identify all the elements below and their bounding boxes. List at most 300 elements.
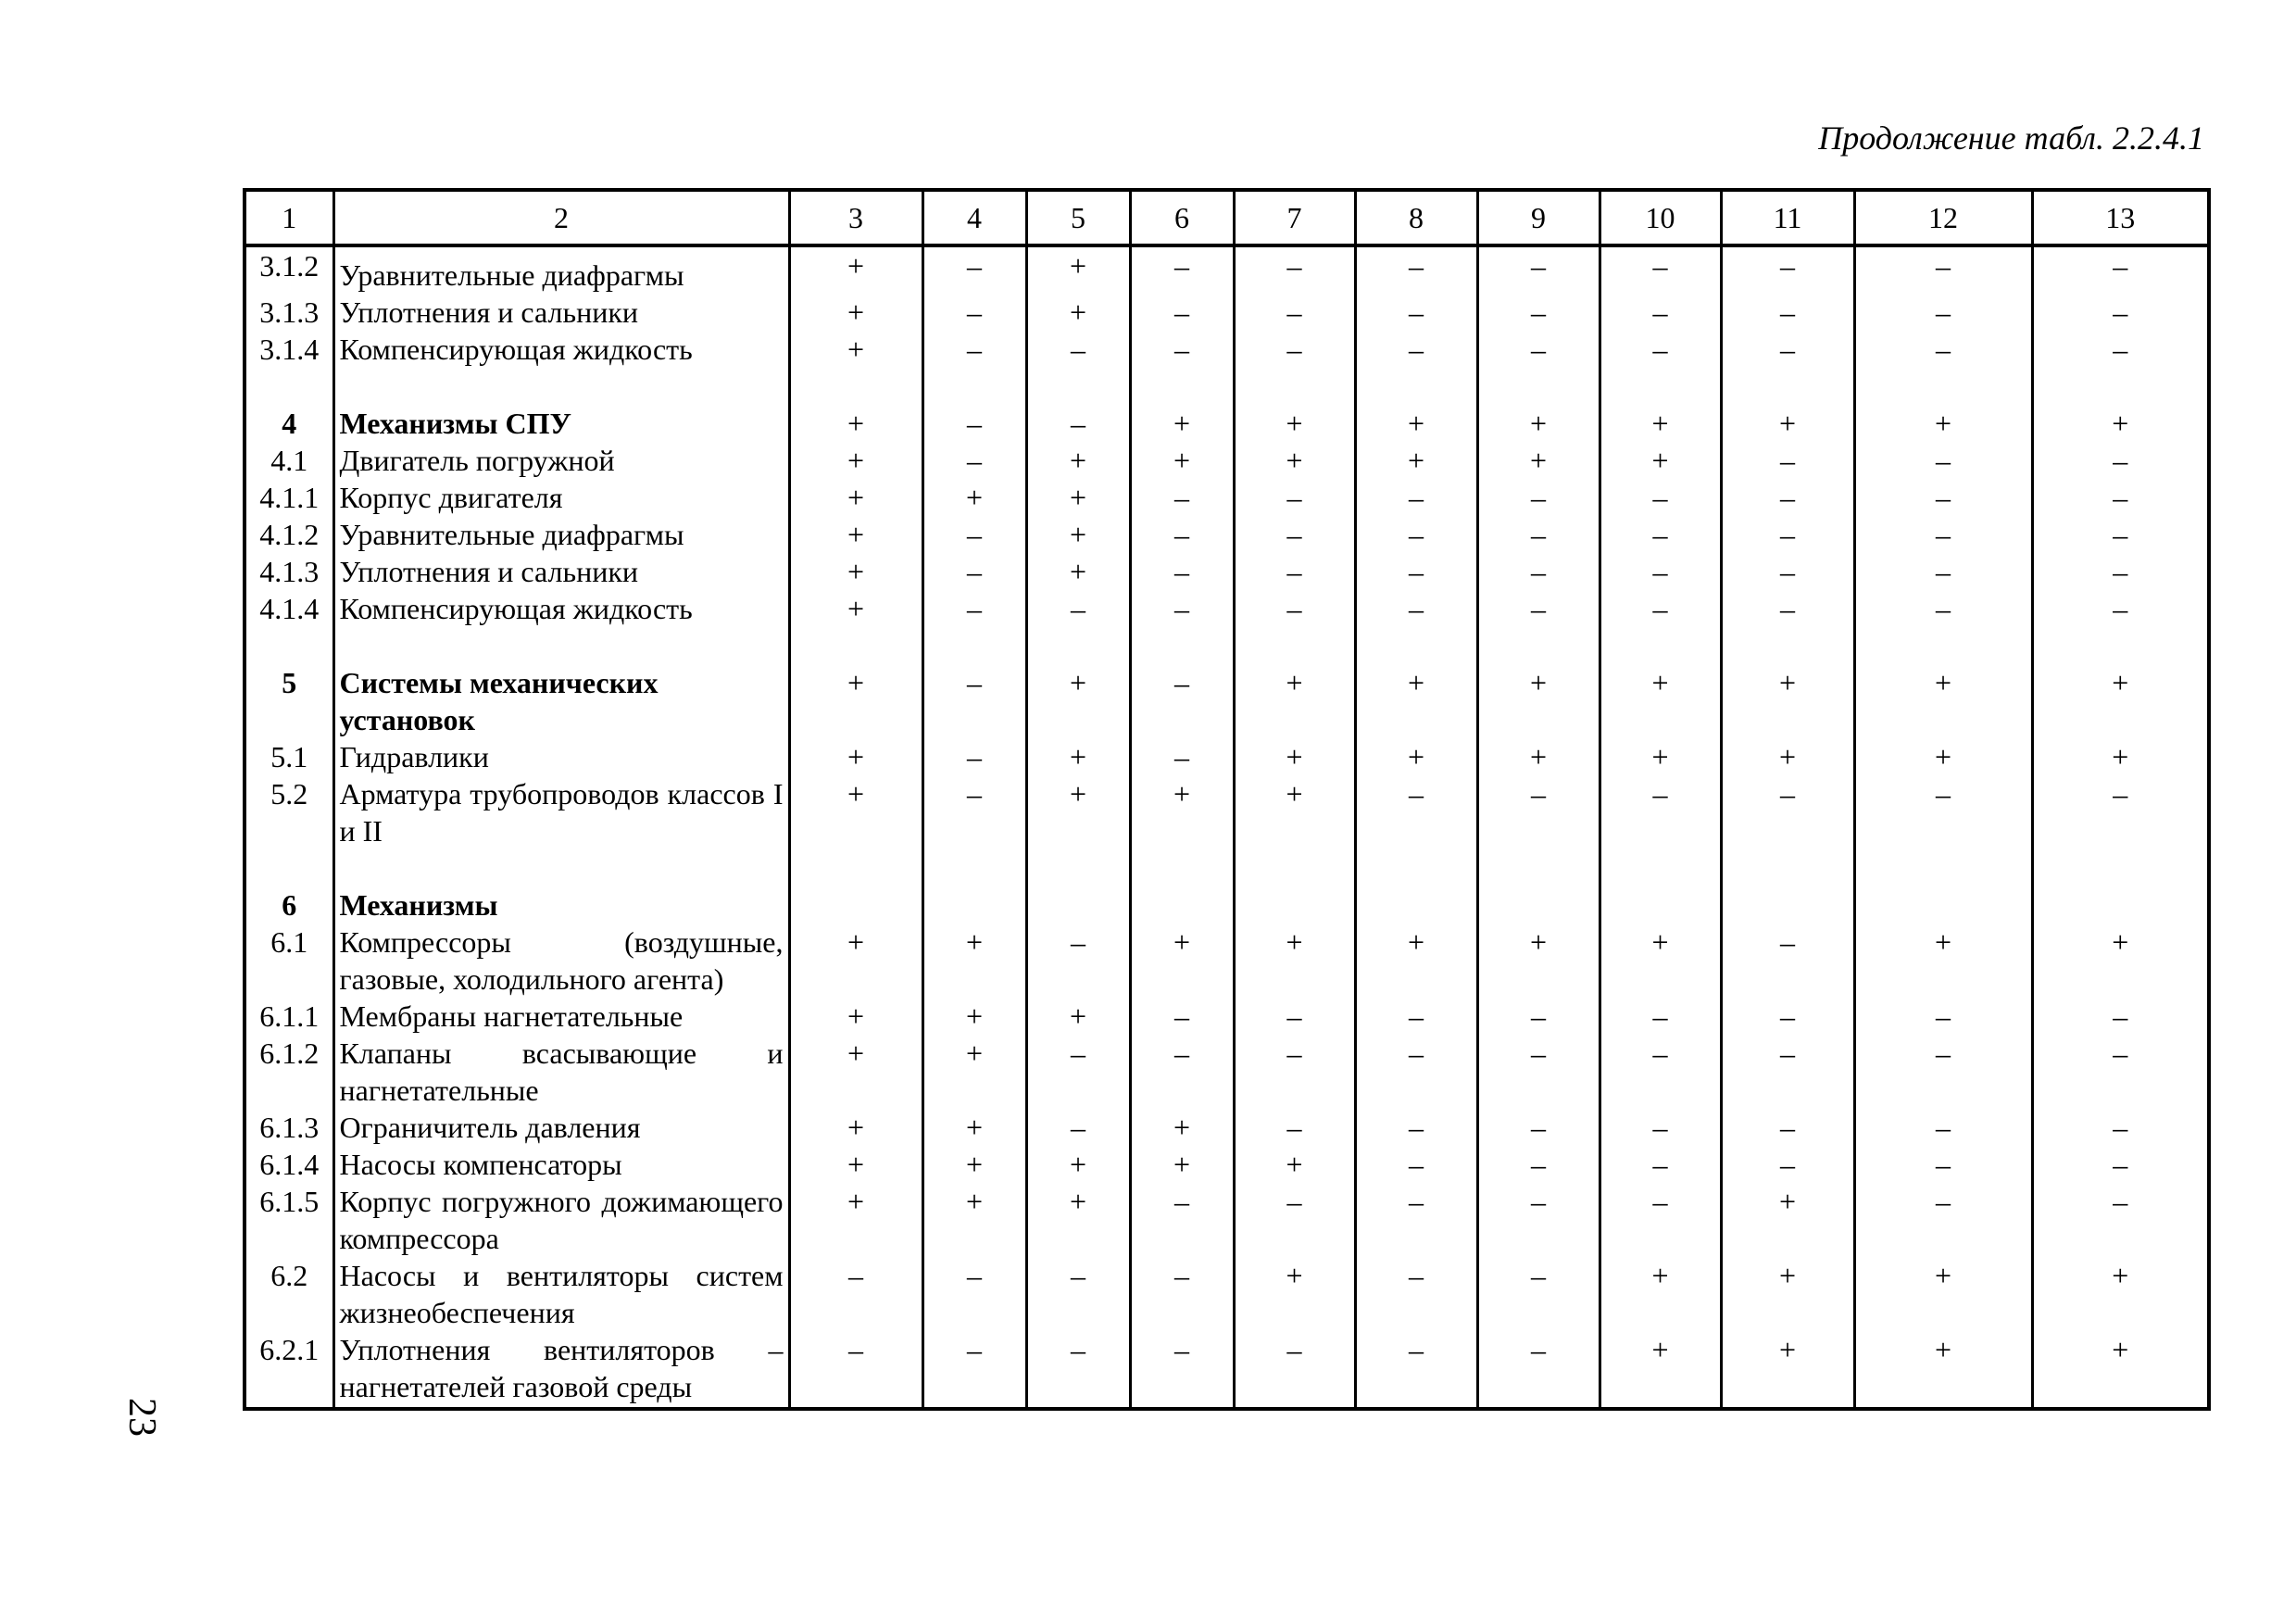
mark-cell: – <box>1600 1035 1721 1109</box>
mark-cell: + <box>1355 442 1477 479</box>
header-col-3: 3 <box>789 190 922 245</box>
mark-cell: – <box>922 442 1026 479</box>
mark-cell: + <box>789 664 922 738</box>
row-name: Насосы компенсаторы <box>333 1146 789 1183</box>
mark-cell: + <box>1854 1257 2032 1331</box>
mark-cell: + <box>1026 998 1130 1035</box>
mark-cell: – <box>1234 590 1355 627</box>
mark-cell: + <box>1234 775 1355 849</box>
mark-cell: – <box>1600 590 1721 627</box>
mark-cell: + <box>1234 1257 1355 1331</box>
table-header <box>245 190 2209 245</box>
row-number: 5.2 <box>245 775 333 849</box>
mark-cell: + <box>1026 664 1130 738</box>
header-col-2: 2 <box>333 190 789 245</box>
mark-cell: – <box>1234 553 1355 590</box>
table-row <box>245 1183 2209 1257</box>
mark-cell: – <box>1477 245 1600 294</box>
mark-cell: + <box>1854 405 2032 442</box>
mark-cell: + <box>1026 294 1130 331</box>
mark-cell: + <box>1026 1183 1130 1257</box>
spacer-cell <box>333 368 789 405</box>
row-name: Насосы и вентиляторы систем жизнеобеспечения <box>333 1257 789 1331</box>
mark-cell: – <box>2032 998 2209 1035</box>
mark-cell: + <box>1130 1146 1234 1183</box>
row-number: 5.1 <box>245 738 333 775</box>
mark-cell: – <box>1234 294 1355 331</box>
mark-cell: – <box>1600 294 1721 331</box>
table-row <box>245 924 2209 998</box>
mark-cell: – <box>1130 294 1234 331</box>
table-continuation-caption: Продолжение табл. 2.2.4.1 <box>1818 119 2204 157</box>
mark-cell: + <box>922 1183 1026 1257</box>
mark-cell: – <box>1234 998 1355 1035</box>
mark-cell: – <box>1130 738 1234 775</box>
mark-cell <box>2032 886 2209 924</box>
spacer-cell <box>1721 627 1854 664</box>
header-col-6: 6 <box>1130 190 1234 245</box>
row-number: 4.1.2 <box>245 516 333 553</box>
mark-cell: – <box>922 590 1026 627</box>
mark-cell: – <box>1234 1331 1355 1409</box>
mark-cell: – <box>922 1257 1026 1331</box>
mark-cell: – <box>1477 479 1600 516</box>
mark-cell: – <box>2032 331 2209 368</box>
mark-cell: – <box>2032 479 2209 516</box>
mark-cell: + <box>1721 405 1854 442</box>
spacer-cell <box>1854 849 2032 886</box>
requirements-table <box>243 188 2211 1411</box>
table-row <box>245 331 2209 368</box>
header-col-12: 12 <box>1854 190 2032 245</box>
table-row <box>245 1146 2209 1183</box>
mark-cell: – <box>1854 1146 2032 1183</box>
mark-cell: – <box>1600 775 1721 849</box>
mark-cell <box>922 886 1026 924</box>
header-col-4: 4 <box>922 190 1026 245</box>
spacer-cell <box>789 627 922 664</box>
mark-cell: – <box>922 245 1026 294</box>
mark-cell: + <box>1600 1331 1721 1409</box>
mark-cell: – <box>1721 998 1854 1035</box>
mark-cell: – <box>1854 998 2032 1035</box>
mark-cell: – <box>1600 553 1721 590</box>
mark-cell: + <box>1234 924 1355 998</box>
mark-cell: – <box>1477 331 1600 368</box>
spacer-cell <box>245 849 333 886</box>
spacer-cell <box>1234 368 1355 405</box>
mark-cell: + <box>1600 405 1721 442</box>
mark-cell: + <box>789 998 922 1035</box>
mark-cell: + <box>922 1035 1026 1109</box>
mark-cell: – <box>1130 479 1234 516</box>
spacer-cell <box>1477 368 1600 405</box>
mark-cell: – <box>1854 1183 2032 1257</box>
row-name: Уплотнения и сальники <box>333 553 789 590</box>
mark-cell: – <box>1026 331 1130 368</box>
mark-cell: + <box>1854 1331 2032 1409</box>
mark-cell: + <box>1600 1257 1721 1331</box>
mark-cell: – <box>1721 331 1854 368</box>
mark-cell: – <box>1355 590 1477 627</box>
mark-cell: + <box>1130 1109 1234 1146</box>
table-row <box>245 886 2209 924</box>
mark-cell: + <box>1026 479 1130 516</box>
mark-cell: – <box>2032 245 2209 294</box>
mark-cell: + <box>1130 924 1234 998</box>
row-number: 6.1.3 <box>245 1109 333 1146</box>
spacer-cell <box>1854 368 2032 405</box>
mark-cell: – <box>1600 245 1721 294</box>
mark-cell: – <box>1477 294 1600 331</box>
mark-cell: – <box>1130 245 1234 294</box>
table-row <box>245 245 2209 294</box>
mark-cell: – <box>1721 294 1854 331</box>
mark-cell: – <box>2032 1109 2209 1146</box>
mark-cell: – <box>1854 516 2032 553</box>
header-col-5: 5 <box>1026 190 1130 245</box>
mark-cell: – <box>1600 331 1721 368</box>
mark-cell: – <box>922 738 1026 775</box>
row-number: 5 <box>245 664 333 738</box>
row-name: Уравнительные диафрагмы <box>333 245 789 294</box>
row-number: 4.1.3 <box>245 553 333 590</box>
spacer-cell <box>1721 849 1854 886</box>
table-row <box>245 1331 2209 1409</box>
mark-cell: – <box>1600 1183 1721 1257</box>
mark-cell: + <box>789 738 922 775</box>
spacer-cell <box>1355 627 1477 664</box>
spacer-cell <box>1600 368 1721 405</box>
row-number: 6.1.4 <box>245 1146 333 1183</box>
row-name: Системы механических установок <box>333 664 789 738</box>
mark-cell: – <box>1854 479 2032 516</box>
mark-cell: + <box>1130 775 1234 849</box>
mark-cell: – <box>922 1331 1026 1409</box>
mark-cell: + <box>789 442 922 479</box>
row-number: 4.1.1 <box>245 479 333 516</box>
mark-cell: – <box>1477 1183 1600 1257</box>
mark-cell: + <box>1234 738 1355 775</box>
mark-cell: – <box>922 664 1026 738</box>
mark-cell: – <box>1721 479 1854 516</box>
mark-cell <box>1130 886 1234 924</box>
mark-cell: – <box>1026 1109 1130 1146</box>
table-row <box>245 664 2209 738</box>
table-row <box>245 738 2209 775</box>
header-col-10: 10 <box>1600 190 1721 245</box>
row-number: 4 <box>245 405 333 442</box>
mark-cell: – <box>1854 590 2032 627</box>
row-name: Мембраны нагнетательные <box>333 998 789 1035</box>
mark-cell: – <box>1355 775 1477 849</box>
spacer-cell <box>333 627 789 664</box>
mark-cell: + <box>1130 405 1234 442</box>
mark-cell: – <box>1130 516 1234 553</box>
mark-cell: – <box>1026 1257 1130 1331</box>
mark-cell: + <box>1026 516 1130 553</box>
mark-cell: + <box>1355 924 1477 998</box>
spacer-cell <box>245 368 333 405</box>
mark-cell: – <box>1854 331 2032 368</box>
mark-cell: – <box>1026 1035 1130 1109</box>
mark-cell: – <box>1130 1257 1234 1331</box>
header-row <box>245 190 2209 245</box>
mark-cell: – <box>1721 245 1854 294</box>
table-row <box>245 1035 2209 1109</box>
table-body <box>245 245 2209 1409</box>
mark-cell: + <box>922 924 1026 998</box>
mark-cell: + <box>1026 738 1130 775</box>
mark-cell: – <box>1130 998 1234 1035</box>
mark-cell: – <box>1355 1257 1477 1331</box>
mark-cell: – <box>922 553 1026 590</box>
mark-cell: + <box>922 1146 1026 1183</box>
spacer-row <box>245 849 2209 886</box>
header-col-7: 7 <box>1234 190 1355 245</box>
mark-cell: – <box>1600 479 1721 516</box>
mark-cell: – <box>1355 245 1477 294</box>
mark-cell: – <box>1355 1331 1477 1409</box>
row-number: 3.1.4 <box>245 331 333 368</box>
spacer-cell <box>1600 627 1721 664</box>
spacer-cell <box>1130 368 1234 405</box>
row-number: 3.1.3 <box>245 294 333 331</box>
mark-cell: + <box>789 775 922 849</box>
mark-cell <box>1477 886 1600 924</box>
mark-cell: – <box>1600 998 1721 1035</box>
mark-cell: + <box>1355 738 1477 775</box>
spacer-row <box>245 368 2209 405</box>
mark-cell <box>1854 886 2032 924</box>
mark-cell: – <box>1600 1146 1721 1183</box>
mark-cell: – <box>1854 1109 2032 1146</box>
mark-cell: + <box>1026 245 1130 294</box>
mark-cell: – <box>1130 1035 1234 1109</box>
mark-cell: – <box>1355 294 1477 331</box>
mark-cell: – <box>1026 1331 1130 1409</box>
row-name: Корпус погружного дожимающего компрессора <box>333 1183 789 1257</box>
mark-cell: – <box>1234 245 1355 294</box>
table-row <box>245 479 2209 516</box>
mark-cell: – <box>1477 1257 1600 1331</box>
row-name: Гидравлики <box>333 738 789 775</box>
mark-cell: – <box>789 1331 922 1409</box>
spacer-cell <box>922 849 1026 886</box>
mark-cell: + <box>1026 442 1130 479</box>
mark-cell: + <box>1234 664 1355 738</box>
row-number: 6.1.1 <box>245 998 333 1035</box>
mark-cell: – <box>922 405 1026 442</box>
mark-cell: – <box>1355 479 1477 516</box>
mark-cell: + <box>2032 924 2209 998</box>
mark-cell: – <box>1477 516 1600 553</box>
mark-cell: + <box>789 405 922 442</box>
mark-cell: – <box>1026 405 1130 442</box>
mark-cell: + <box>2032 1331 2209 1409</box>
table-row <box>245 1257 2209 1331</box>
header-col-13: 13 <box>2032 190 2209 245</box>
row-number: 4.1.4 <box>245 590 333 627</box>
mark-cell: + <box>2032 1257 2209 1331</box>
row-name: Арматура трубопроводов классов I и II <box>333 775 789 849</box>
mark-cell: – <box>2032 1146 2209 1183</box>
mark-cell: – <box>1026 590 1130 627</box>
row-number: 6.2.1 <box>245 1331 333 1409</box>
spacer-cell <box>245 627 333 664</box>
mark-cell: – <box>1355 1109 1477 1146</box>
row-name: Ограничитель давления <box>333 1109 789 1146</box>
mark-cell: – <box>922 775 1026 849</box>
mark-cell: + <box>1234 442 1355 479</box>
mark-cell: – <box>1721 1109 1854 1146</box>
mark-cell: + <box>789 1035 922 1109</box>
mark-cell: – <box>2032 553 2209 590</box>
spacer-cell <box>2032 368 2209 405</box>
mark-cell: – <box>1130 1331 1234 1409</box>
mark-cell: + <box>789 516 922 553</box>
spacer-cell <box>1130 627 1234 664</box>
mark-cell: – <box>1355 331 1477 368</box>
mark-cell: – <box>2032 294 2209 331</box>
mark-cell: – <box>1234 1109 1355 1146</box>
row-number: 6.1 <box>245 924 333 998</box>
mark-cell: – <box>1721 553 1854 590</box>
spacer-cell <box>2032 627 2209 664</box>
mark-cell: + <box>1130 442 1234 479</box>
spacer-cell <box>1355 368 1477 405</box>
mark-cell: + <box>1477 664 1600 738</box>
mark-cell: + <box>1600 738 1721 775</box>
mark-cell: – <box>1355 1035 1477 1109</box>
mark-cell: – <box>1130 590 1234 627</box>
mark-cell: – <box>1721 590 1854 627</box>
mark-cell: – <box>922 294 1026 331</box>
table-row <box>245 1109 2209 1146</box>
row-name: Механизмы СПУ <box>333 405 789 442</box>
mark-cell: + <box>1477 405 1600 442</box>
page-number: 23 <box>120 1398 163 1437</box>
mark-cell: – <box>1721 1035 1854 1109</box>
mark-cell <box>1721 886 1854 924</box>
header-col-9: 9 <box>1477 190 1600 245</box>
mark-cell: – <box>1477 1146 1600 1183</box>
table-row <box>245 998 2209 1035</box>
mark-cell: – <box>1355 516 1477 553</box>
mark-cell: – <box>922 516 1026 553</box>
mark-cell: – <box>1234 1183 1355 1257</box>
mark-cell: – <box>922 331 1026 368</box>
mark-cell <box>789 886 922 924</box>
mark-cell: – <box>1477 1109 1600 1146</box>
mark-cell: + <box>922 479 1026 516</box>
mark-cell: – <box>1854 1035 2032 1109</box>
spacer-cell <box>922 627 1026 664</box>
mark-cell: – <box>2032 590 2209 627</box>
mark-cell: + <box>2032 664 2209 738</box>
mark-cell: + <box>1600 924 1721 998</box>
row-name: Уплотнения и сальники <box>333 294 789 331</box>
mark-cell: + <box>1026 1146 1130 1183</box>
table-row <box>245 405 2209 442</box>
row-name: Двигатель погружной <box>333 442 789 479</box>
mark-cell: + <box>1854 924 2032 998</box>
mark-cell: – <box>1600 1109 1721 1146</box>
mark-cell: + <box>1026 775 1130 849</box>
mark-cell: + <box>1854 738 2032 775</box>
mark-cell: + <box>1854 664 2032 738</box>
mark-cell: – <box>1600 516 1721 553</box>
mark-cell: + <box>922 1109 1026 1146</box>
mark-cell <box>1026 886 1130 924</box>
mark-cell <box>1234 886 1355 924</box>
table-row <box>245 442 2209 479</box>
mark-cell: – <box>1234 479 1355 516</box>
mark-cell: – <box>1130 664 1234 738</box>
mark-cell: + <box>789 294 922 331</box>
mark-cell: – <box>2032 1183 2209 1257</box>
spacer-cell <box>1234 849 1355 886</box>
mark-cell: – <box>789 1257 922 1331</box>
row-number: 4.1 <box>245 442 333 479</box>
mark-cell: + <box>1477 738 1600 775</box>
spacer-cell <box>1721 368 1854 405</box>
row-name: Клапаны всасывающие и нагнетательные <box>333 1035 789 1109</box>
mark-cell: + <box>1721 1183 1854 1257</box>
spacer-row <box>245 627 2209 664</box>
mark-cell: – <box>2032 442 2209 479</box>
mark-cell: – <box>1854 775 2032 849</box>
header-col-8: 8 <box>1355 190 1477 245</box>
mark-cell: + <box>1600 664 1721 738</box>
mark-cell: – <box>1721 924 1854 998</box>
row-name: Компрессоры (воздушные, газовые, холодильного агента) <box>333 924 789 998</box>
mark-cell: – <box>1355 998 1477 1035</box>
mark-cell: – <box>2032 1035 2209 1109</box>
mark-cell: + <box>1026 553 1130 590</box>
mark-cell: – <box>1854 294 2032 331</box>
mark-cell: – <box>1477 998 1600 1035</box>
table-row <box>245 294 2209 331</box>
mark-cell: + <box>789 553 922 590</box>
mark-cell: – <box>1721 1146 1854 1183</box>
mark-cell: – <box>1477 775 1600 849</box>
spacer-cell <box>333 849 789 886</box>
mark-cell: – <box>1234 331 1355 368</box>
table-row <box>245 516 2209 553</box>
mark-cell: – <box>1234 516 1355 553</box>
mark-cell: + <box>922 998 1026 1035</box>
mark-cell: + <box>789 590 922 627</box>
mark-cell: + <box>1355 405 1477 442</box>
row-name: Корпус двигателя <box>333 479 789 516</box>
mark-cell: – <box>1477 1035 1600 1109</box>
mark-cell: + <box>2032 738 2209 775</box>
mark-cell: – <box>1355 553 1477 590</box>
row-number: 6.1.2 <box>245 1035 333 1109</box>
mark-cell: + <box>1721 1257 1854 1331</box>
mark-cell: + <box>1355 664 1477 738</box>
mark-cell: – <box>1130 1183 1234 1257</box>
mark-cell: + <box>789 1109 922 1146</box>
mark-cell: – <box>1477 590 1600 627</box>
mark-cell: – <box>1026 924 1130 998</box>
row-name: Компенсирующая жидкость <box>333 331 789 368</box>
spacer-cell <box>789 368 922 405</box>
mark-cell: + <box>1721 664 1854 738</box>
row-number: 3.1.2 <box>245 245 333 294</box>
mark-cell: – <box>1721 442 1854 479</box>
